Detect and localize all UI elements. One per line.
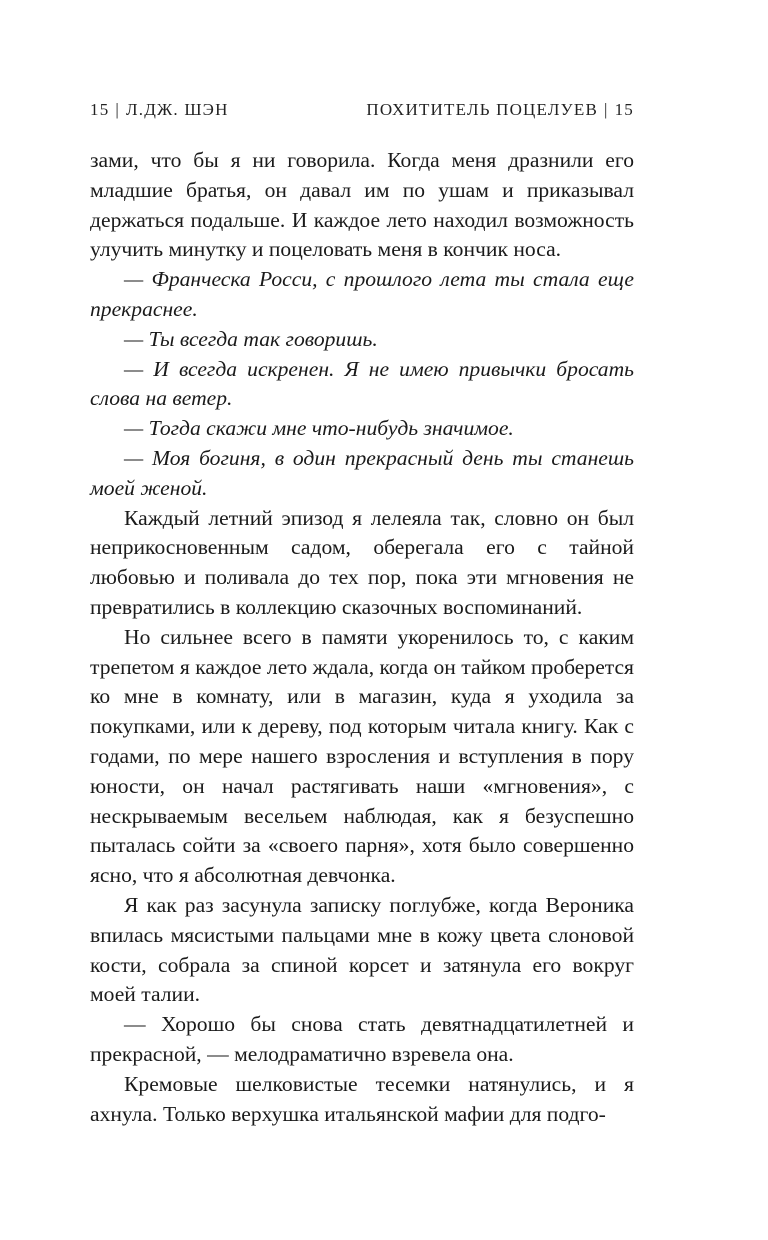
header-right xyxy=(366,100,634,120)
paragraph: Я как раз засунула записку поглубже, когда Вероника впилась мясистыми пальцами мне в кожу цвета слоновой кости, собрала за спиной корсет и затянула его вокруг моей талии. xyxy=(90,892,634,1007)
right-page-number: 15 xyxy=(614,100,634,119)
paragraph: Но сильнее всего в памяти укоренилось то, с каким трепетом я каждое лето ждала, когда он тайком проберется ко мне в комнату, или в магазин, куда я уходила за покупками, или к дереву, под которым читала книгу. Как с годами, по мере нашего взросления и вступления в пору юности, он начал растягивать наши «мгновения», с нескрываемым весельем наблюдая, как я безуспешно пыталась сойти за «своего парня», хотя было совершенно ясно, что я абсолютная девчонка. xyxy=(90,624,634,888)
author-name: Л.ДЖ. ШЭН xyxy=(126,100,229,119)
header-separator-right: | xyxy=(603,100,609,119)
header-left xyxy=(90,100,229,120)
dialogue-line: — Хорошо бы снова стать девятнадцатилетней и прекрасной, — мелодраматично взревела она. xyxy=(90,1012,634,1066)
running-header xyxy=(90,100,634,120)
dialogue-line: — Франческа Росси, с прошлого лета ты стала еще прекраснее. xyxy=(90,267,634,321)
dialogue-line: — Ты всегда так говоришь. xyxy=(124,326,378,351)
book-title: ПОХИТИТЕЛЬ ПОЦЕЛУЕВ xyxy=(366,100,598,119)
dialogue-line: — Тогда скажи мне что-нибудь значимое. xyxy=(124,416,514,441)
page-body xyxy=(90,146,634,1129)
header-separator-left: | xyxy=(115,100,121,119)
paragraph-continuation: зами, что бы я ни говорила. Когда меня дразнили его младшие братья, он давал им по ушам и приказывал держаться подальше. И каждое лето находил возможность улучить минутку и поцеловать меня в кончик носа. xyxy=(90,148,634,262)
paragraph: Каждый летний эпизод я лелеяла так, словно он был неприкосновенным садом, оберегала его с тайной любовью и поливала до тех пор, пока эти мгновения не превратились в коллекцию сказочных воспоминаний. xyxy=(90,505,634,619)
dialogue-line: — И всегда искренен. Я не имею привычки бросать слова на ветер. xyxy=(90,356,634,411)
paragraph: Кремовые шелковистые тесемки натянулись, и я ахнула. Только верхушка итальянской мафии для подго- xyxy=(90,1071,634,1126)
left-page-number: 15 xyxy=(90,100,110,119)
dialogue-line: — Моя богиня, в один прекрасный день ты станешь моей женой. xyxy=(90,445,634,500)
